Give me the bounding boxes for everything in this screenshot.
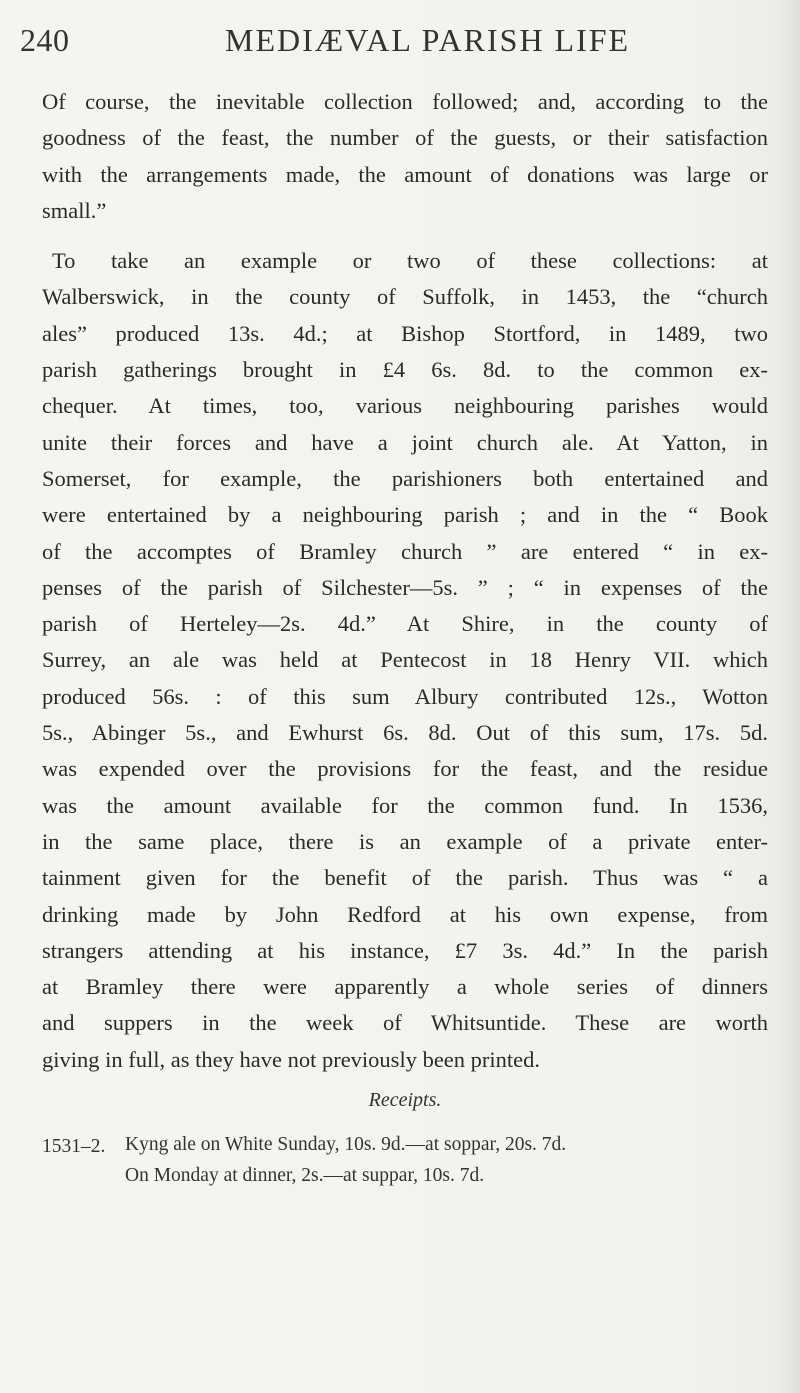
- running-title: MEDIÆVAL PARISH LIFE: [225, 22, 631, 58]
- receipt-entry: Kyng ale on White Sunday, 10s. 9d.—at soppar, 20s. 7d.: [125, 1134, 567, 1155]
- text-line: small.”: [42, 197, 107, 223]
- text-line: To take an example or two of these collections: at: [52, 248, 768, 274]
- text-line: at Bramley there were apparently a whole series of dinners: [42, 974, 768, 1000]
- text-line: tainment given for the benefit of the parish. Thus was “ a: [42, 865, 768, 891]
- receipts-heading: Receipts.: [368, 1089, 442, 1111]
- text-line: were entertained by a neighbouring parish ; and in the “ Book: [42, 502, 768, 528]
- text-line: with the arrangements made, the amount of donations was large or: [42, 161, 768, 187]
- text-line: chequer. At times, too, various neighbouring parishes would: [42, 393, 768, 419]
- text-line: was expended over the provisions for the feast, and the residue: [42, 756, 768, 782]
- text-line: unite their forces and have a joint church ale. At Yatton, in: [42, 429, 768, 455]
- text-line: penses of the parish of Silchester—5s. ” ; “ in expenses of the: [42, 574, 768, 600]
- body-text: [42, 84, 768, 1186]
- text-line: Of course, the inevitable collection followed; and, according to the: [42, 89, 768, 114]
- text-line: Walberswick, in the county of Suffolk, in 1453, the “church: [42, 284, 768, 310]
- paragraph-gap: [42, 229, 768, 243]
- text-line: and suppers in the week of Whitsuntide. These are worth: [42, 1010, 768, 1036]
- text-line: 5s., Abinger 5s., and Ewhurst 6s. 8d. Out of this sum, 17s. 5d.: [42, 720, 768, 746]
- page-header: [20, 22, 760, 82]
- text-line: goodness of the feast, the number of the guests, or their satisfaction: [42, 125, 768, 151]
- text-line: parish gatherings brought in £4 6s. 8d. to the common ex-: [42, 357, 768, 383]
- text-line: of the accomptes of Bramley church ” are entered “ in ex-: [42, 538, 768, 564]
- text-line: giving in full, as they have not previously been printed.: [42, 1046, 541, 1072]
- receipt-entry: On Monday at dinner, 2s.—at suppar, 10s. 7d.: [125, 1165, 485, 1186]
- page-edge-shadow: [778, 0, 800, 1393]
- text-line: produced 56s. : of this sum Albury contributed 12s., Wotton: [42, 683, 768, 709]
- receipts-year: 1531–2.: [42, 1136, 106, 1157]
- text-line: was the amount available for the common fund. In 1536,: [42, 792, 768, 818]
- text-line: in the same place, there is an example of a private enter-: [42, 828, 768, 854]
- text-line: Surrey, an ale was held at Pentecost in 18 Henry VII. which: [42, 647, 768, 673]
- text-line: parish of Herteley—2s. 4d.” At Shire, in the county of: [42, 611, 768, 637]
- text-line: drinking made by John Redford at his own expense, from: [42, 901, 768, 927]
- page-number: 240: [20, 22, 70, 58]
- text-line: Somerset, for example, the parishioners both entertained and: [42, 465, 768, 491]
- text-line: strangers attending at his instance, £7 3s. 4d.” In the parish: [42, 937, 768, 963]
- text-line: ales” produced 13s. 4d.; at Bishop Stortford, in 1489, two: [42, 320, 768, 346]
